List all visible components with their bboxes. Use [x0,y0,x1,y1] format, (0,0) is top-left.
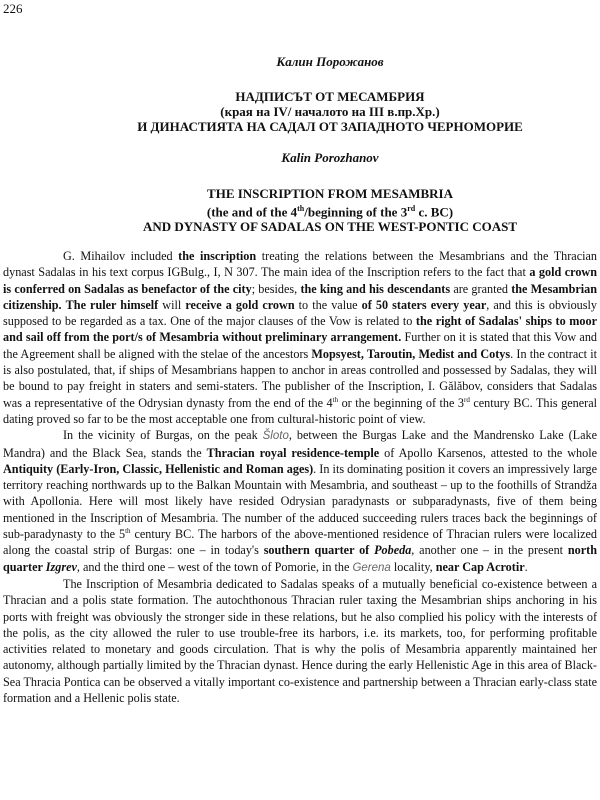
emphasized-text: Mopsyest, Taroutin, Medist and Cotys [311,346,511,361]
text-segment: Šloto [262,430,289,443]
paragraph [3,427,597,576]
emphasized-text: the king and his descendants [300,281,451,296]
text-segment: or the beginning of the 3 [338,395,465,410]
author-bulgarian: Калин Порожанов [276,54,384,69]
emphasized-text: receive a gold crown [185,297,295,312]
text-segment: rd [464,395,470,404]
text-segment: th [125,526,131,535]
text-segment: Further on it is stated that this Vow and the Agreement shall be aligned with the stelae of the ancestors [3,330,598,361]
emphasized-text: of 50 staters every year [361,297,487,312]
emphasized-text: The ruler himself [65,297,159,312]
text-segment: to the value [294,297,362,312]
emphasized-text: southern quarter of [263,543,375,558]
text-segment: century BC. This general dating proved so far to be the most acceptable one from cultural-historic point of view. [3,395,598,426]
title-bulgarian-line1: НАДПИСЪТ ОТ МЕСАМБРИЯ [235,89,425,104]
title-bulgarian [0,89,600,134]
title-english-line2: (the and of the 4th/beginning of the 3rd c. BC) [206,204,454,220]
title-english-line3: AND DYNASTY OF SADALAS ON THE WEST-PONTIC COAST [142,219,518,235]
text-segment: , another one – in the present [411,543,568,558]
text-segment: . In the contract it is also postulated, that, if ships of Mesambrians happen to anchor in areas controlled and possessed by Sadalas, they will be bound to pay freight in staters and semi-staters. The publisher of the Inscription, I. Gălăbov, considers that Sadalas was a representative of the Odrysian dynasty from the end of the 4 [3,346,597,410]
text-segment: , and the third one – west of the town of Pomorie, in the [76,559,353,574]
text-segment: th [332,395,339,404]
emphasized-text: the right of Sadalas' ships to moor and sail off from the port/s of Mesambria without preliminary arrangement. [3,314,597,345]
text-segment: , and this is obviously supposed to be regarded as a tax. One of the major clauses of the Vow is related to [3,297,597,329]
text-segment: , between the Burgas Lake and the Mandrensko Lake (Lake Mandra) and the Black Sea, stands the [3,428,597,460]
text-segment: . In its dominating position it covers an impressively large territory reaching northwards up to the Balkan Mountain with Mesambria, and southeast – up to the foothills of Strandža with Apollonia. Here will most likely have resided Odrysian paradynasts or subparadynasts, five of them being mentioned in the Inscription of Mesambria. The number of the adduced succeeding rulers traces back the beginnings of sub-paradynasty to the 5 [3,461,598,542]
emphasized-text: near Cap Acrotir [435,559,525,574]
text-segment: century BC. The harbors of the above-mentioned residence of Thracian rulers were localized along the coastal strip of Burgas: one – in today's [3,527,597,558]
text-segment: are granted [450,281,512,296]
text-segment: In the vicinity of Burgas, on the peak [63,428,263,443]
emphasized-text: the inscription [178,249,257,263]
text-segment: will [158,297,186,312]
text-segment: . [524,559,528,574]
emphasized-text: Antiquity (Early-Iron, Classic, Hellenistic and Roman ages) [3,461,314,476]
author-english: Kalin Porozhanov [281,150,379,165]
emphasized-text: the Mesambrian citizenship. [3,281,598,312]
emphasized-text: Pobeda [374,543,412,558]
emphasized-text: north quarter [3,543,597,574]
page-number: 226 [3,1,23,16]
text-segment: ; besides, [251,281,301,296]
body-text [3,248,597,706]
text-segment: The Inscription of Mesambria dedicated to Sadalas speaks of a mutually beneficial co-existence between a Thracian and a polis state formation. The autochthonous Thracian ruler taxing the Mesambrian ships anchoring in his ports with freight was obviously the stronger side in these relations, but he also complied his policy with the interests of the polis, as the city allowed the ruler to use trouble-free its harbors, i.e. its markets, too, for performing profitable activities related to monetary and goods circulation. That is why the polis of Mesambria apparently maintained her autonomy, although partially limited by the Thracian dynast. Hence during the early Hellenistic Age in this area of Black-Sea Thracia Pontica can be observed a vitally important co-existence and partnership between a Thracian early-class state formation and a Hellenic polis state. [3,576,597,706]
text-segment: treating the relations between the Mesambrians and the Thracian dynast Sadalas in his text corpus IGBulg., I, N 307. The main idea of the Inscription refers to the fact that [3,249,597,280]
title-english-line1: THE INSCRIPTION FROM MESAMBRIA [207,186,453,201]
emphasized-text: Izgrev [45,559,77,574]
title-bulgarian-line3: И ДИНАСТИЯТА НА САДАЛ ОТ ЗАПАДНОТО ЧЕРНОМОРИЕ [137,119,523,134]
text-segment: Gerena [352,561,391,574]
text-segment: of Apollo Karsenos, attested to the whole [379,445,598,460]
emphasized-text: a gold crown is conferred on Sadalas as benefactor of the city [3,265,598,296]
title-bulgarian-line2: (края на IV/ началото на III в.пр.Хр.) [220,104,440,119]
paragraph [3,248,597,427]
text-segment: G. Mihailov included [63,249,179,263]
text-segment: locality, [390,559,436,574]
emphasized-text: Thracian royal residence-temple [206,445,380,460]
paragraph [3,576,597,706]
title-english [0,186,600,234]
